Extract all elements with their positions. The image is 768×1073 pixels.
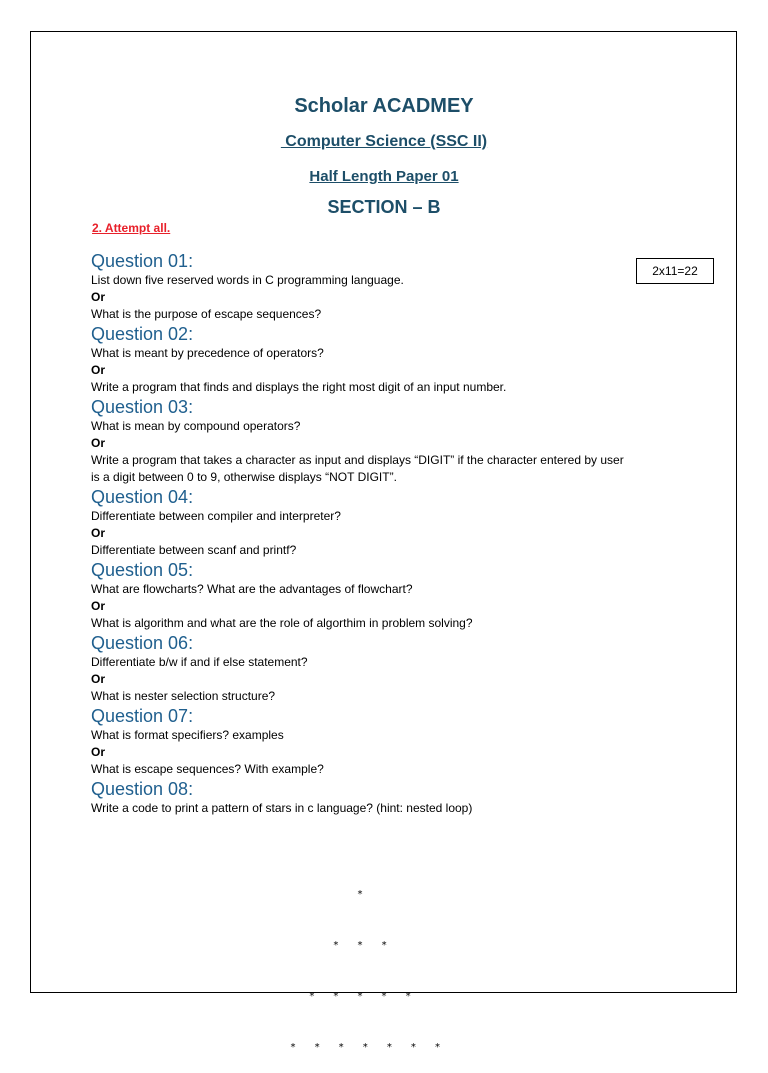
or-label: Or <box>91 436 106 450</box>
or-label: Or <box>91 290 106 304</box>
question-block <box>91 486 691 559</box>
question-block <box>91 323 691 396</box>
question-heading: Question 06: <box>91 633 194 653</box>
question-text: Differentiate b/w if and if else statement? <box>91 655 308 669</box>
question-text: List down five reserved words in C programming language. <box>91 273 404 287</box>
question-text: What is format specifiers? examples <box>91 728 284 742</box>
question-text: Differentiate between compiler and interpreter? <box>91 509 341 523</box>
question-alt-text: What is nester selection structure? <box>91 689 276 703</box>
paper-title: Half Length Paper 01 <box>309 168 459 185</box>
question-alt-text: is a digit between 0 to 9, otherwise displays “NOT DIGIT”. <box>91 470 397 484</box>
question-heading: Question 07: <box>91 706 194 726</box>
star-pattern-row: * * * * * * * <box>290 1042 441 1053</box>
or-label: Or <box>91 526 106 540</box>
or-label: Or <box>91 599 106 613</box>
question-block <box>91 778 691 817</box>
question-block <box>91 559 691 632</box>
question-block <box>91 705 691 778</box>
subject-title: Computer Science (SSC II) <box>280 133 488 150</box>
or-label: Or <box>91 363 106 377</box>
school-title: Scholar ACADMEY <box>294 95 474 117</box>
question-alt-text: What is the purpose of escape sequences? <box>91 307 322 321</box>
question-text: What is mean by compound operators? <box>91 419 301 433</box>
question-alt-text: Write a program that takes a character as input and displays “DIGIT” if the character entered by user <box>91 453 624 467</box>
instruction-text: 2. Attempt all. <box>92 221 171 235</box>
section-title: SECTION – B <box>327 197 441 217</box>
star-pattern-row: * * * <box>332 940 388 951</box>
questions-list <box>91 250 691 817</box>
question-alt-text: Write a program that finds and displays the right most digit of an input number. <box>91 380 507 394</box>
question-heading: Question 08: <box>91 779 194 799</box>
question-text: What are flowcharts? What are the advantages of flowchart? <box>91 582 413 596</box>
question-heading: Question 05: <box>91 560 194 580</box>
star-pattern <box>290 852 441 1073</box>
question-block <box>91 250 691 323</box>
marks-box: 2x11=22 <box>636 258 714 284</box>
question-heading: Question 03: <box>91 397 194 417</box>
question-heading: Question 04: <box>91 487 194 507</box>
or-label: Or <box>91 672 106 686</box>
question-text: Write a code to print a pattern of stars in c language? (hint: nested loop) <box>91 801 473 815</box>
question-alt-text: Differentiate between scanf and printf? <box>91 543 297 557</box>
question-heading: Question 01: <box>91 251 194 271</box>
question-text: What is meant by precedence of operators? <box>91 346 324 360</box>
question-block <box>91 632 691 705</box>
question-block <box>91 396 691 486</box>
star-pattern-row: * <box>356 889 364 900</box>
star-pattern-row: * * * * * <box>308 991 412 1002</box>
question-alt-text: What is escape sequences? With example? <box>91 762 324 776</box>
or-label: Or <box>91 745 106 759</box>
question-heading: Question 02: <box>91 324 194 344</box>
question-alt-text: What is algorithm and what are the role of algorthim in problem solving? <box>91 616 473 630</box>
